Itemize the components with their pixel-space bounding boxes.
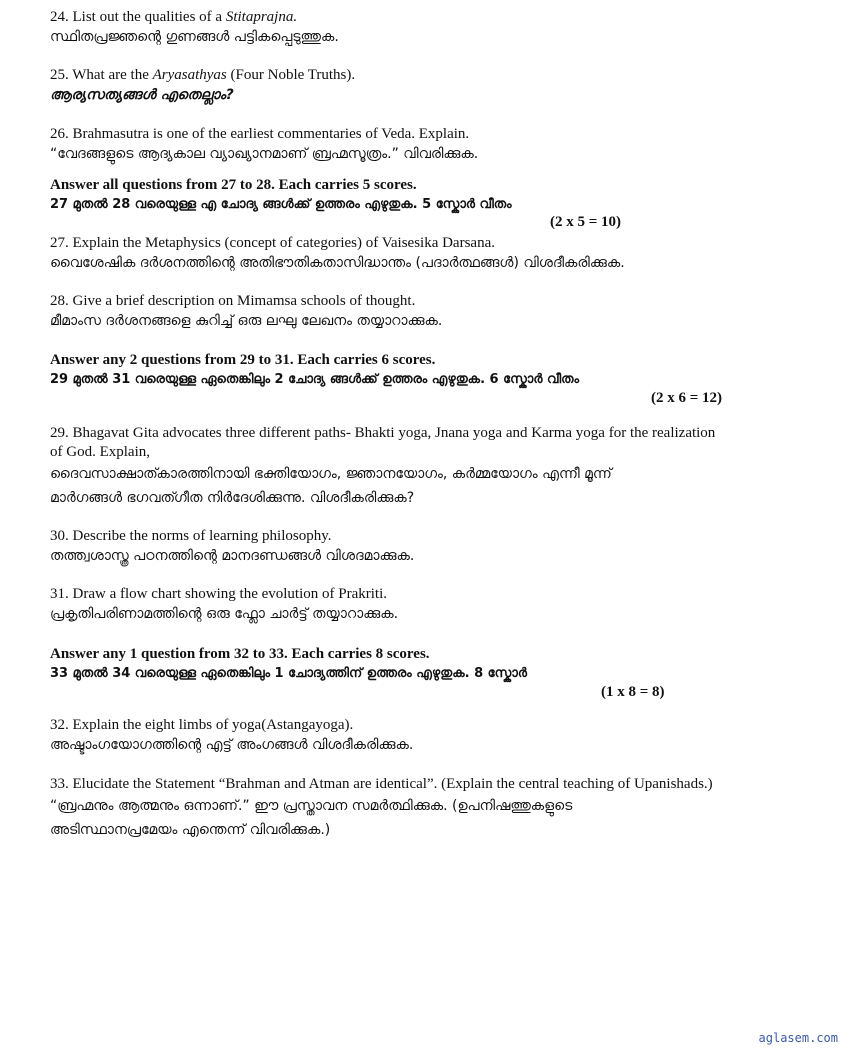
- question-25: [50, 66, 810, 106]
- question-31-malayalam: പ്രകൃതിപരിണാമത്തിന്റെ ഒരു ഫ്ലോ ചാർട്ട് തയ്യാറാക്കുക.: [50, 606, 399, 622]
- question-30-english: 30. Describe the norms of learning philosophy.: [50, 528, 332, 544]
- question-32: [50, 716, 810, 756]
- section-a-score: (2 x 5 = 10): [550, 214, 622, 230]
- section-c-heading: Answer any 1 question from 32 to 33. Each carries 8 scores.: [50, 646, 430, 662]
- section-a-header: [50, 176, 810, 214]
- section-c-header: [50, 645, 810, 683]
- question-31-english: 31. Draw a flow chart showing the evolution of Prakriti.: [50, 586, 388, 602]
- question-27-english: 27. Explain the Metaphysics (concept of categories) of Vaisesika Darsana.: [50, 235, 495, 251]
- question-30-malayalam: തത്ത്വശാസ്ത്ര പഠനത്തിന്റെ മാനദണ്ഡങ്ങൾ വിശദമാക്കുക.: [50, 548, 415, 564]
- question-32-english: 32. Explain the eight limbs of yoga(Astangayoga).: [50, 717, 354, 733]
- question-30: [50, 527, 810, 567]
- question-29-english-line1: 29. Bhagavat Gita advocates three different paths- Bhakti yoga, Jnana yoga and Karma yoga for the realization: [50, 425, 716, 441]
- question-25-english: 25. What are the Aryasathyas (Four Noble Truths).: [50, 67, 356, 83]
- question-28: [50, 292, 810, 332]
- section-a-heading-malayalam: 27 മുതൽ 28 വരെയുള്ള എ ചോദ്യ ങ്ങൾക്ക് ഉത്തരം എഴുതുക. 5 സ്കോർ വീതം: [50, 197, 512, 212]
- question-24-malayalam: സ്ഥിതപ്രജ്ഞന്റെ ഗുണങ്ങൾ പട്ടികപ്പെടുത്തുക.: [50, 29, 339, 45]
- question-33-english: 33. Elucidate the Statement “Brahman and Atman are identical”. (Explain the central teaching of Upanishads.): [50, 776, 713, 792]
- question-26-malayalam: “വേദങ്ങളുടെ ആദ്യകാല വ്യാഖ്യാനമാണ് ബ്രഹ്മസൂത്രം.” വിവരിക്കുക.: [50, 146, 479, 162]
- question-27: [50, 234, 810, 274]
- question-29-malayalam-line2: മാർഗങ്ങൾ ഭഗവത്ഗീത നിർദേശിക്കുന്നു. വിശദീകരിക്കുക?: [50, 490, 415, 506]
- question-31: [50, 585, 810, 625]
- question-28-malayalam: മീമാംസ ദർശനങ്ങളെ കുറിച്ച് ഒരു ലഘു ലേഖനം തയ്യാറാക്കുക.: [50, 313, 443, 329]
- section-b-heading: Answer any 2 questions from 29 to 31. Each carries 6 scores.: [50, 352, 436, 368]
- section-b-heading-malayalam: 29 മുതൽ 31 വരെയുള്ള ഏതെങ്കിലും 2 ചോദ്യ ങ്ങൾക്ക് ഉത്തരം എഴുതുക. 6 സ്കോർ വീതം: [50, 372, 580, 387]
- watermark-link[interactable]: aglasem.com: [758, 1031, 838, 1045]
- question-29-malayalam-line1: ദൈവസാക്ഷാത്കാരത്തിനായി ഭക്തിയോഗം, ജ്ഞാനയോഗം, കർമ്മയോഗം എന്നീ മൂന്ന്: [50, 466, 612, 482]
- section-c-heading-malayalam: 33 മുതൽ 34 വരെയുള്ള ഏതെങ്കിലും 1 ചോദ്യത്തിന് ഉത്തരം എഴുതുക. 8 സ്കോർ: [50, 666, 527, 681]
- question-27-malayalam: വൈശേഷിക ദർശനത്തിന്റെ അതിഭൗതികതാസിദ്ധാന്തം (പദാർത്ഥങ്ങൾ) വിശദീകരിക്കുക.: [50, 255, 625, 271]
- question-33-malayalam-line2: അടിസ്ഥാനപ്രമേയം എന്തെന്ന് വിവരിക്കുക.): [50, 822, 331, 838]
- question-24-english: 24. List out the qualities of a Stitaprajna.: [50, 9, 298, 25]
- question-26-english: 26. Brahmasutra is one of the earliest commentaries of Veda. Explain.: [50, 126, 470, 142]
- term-stitaprajna: Stitaprajna.: [225, 9, 298, 25]
- question-26: [50, 125, 810, 165]
- section-a-heading: Answer all questions from 27 to 28. Each carries 5 scores.: [50, 177, 417, 193]
- section-b-header: [50, 351, 810, 389]
- question-33: [50, 775, 810, 842]
- question-28-english: 28. Give a brief description on Mimamsa schools of thought.: [50, 293, 416, 309]
- question-24: [50, 8, 810, 48]
- question-29-english-line2: of God. Explain,: [50, 444, 150, 460]
- section-c-score: (1 x 8 = 8): [601, 684, 665, 700]
- section-b-score: (2 x 6 = 12): [651, 390, 723, 406]
- term-aryasathyas: Aryasathyas: [152, 67, 227, 83]
- question-33-malayalam-line1: “ബ്രഹ്മനും ആത്മനും ഒന്നാണ്.” ഈ പ്രസ്താവന സമർത്ഥിക്കുക. (ഉപനിഷത്തുകളുടെ: [50, 798, 573, 814]
- question-32-malayalam: അഷ്ടാംഗയോഗത്തിന്റെ എട്ട് അംഗങ്ങൾ വിശദീകരിക്കുക.: [50, 737, 414, 753]
- question-25-malayalam: ആര്യസത്യങ്ങൾ എതെല്ലാം?: [50, 87, 234, 103]
- question-29: [50, 424, 810, 510]
